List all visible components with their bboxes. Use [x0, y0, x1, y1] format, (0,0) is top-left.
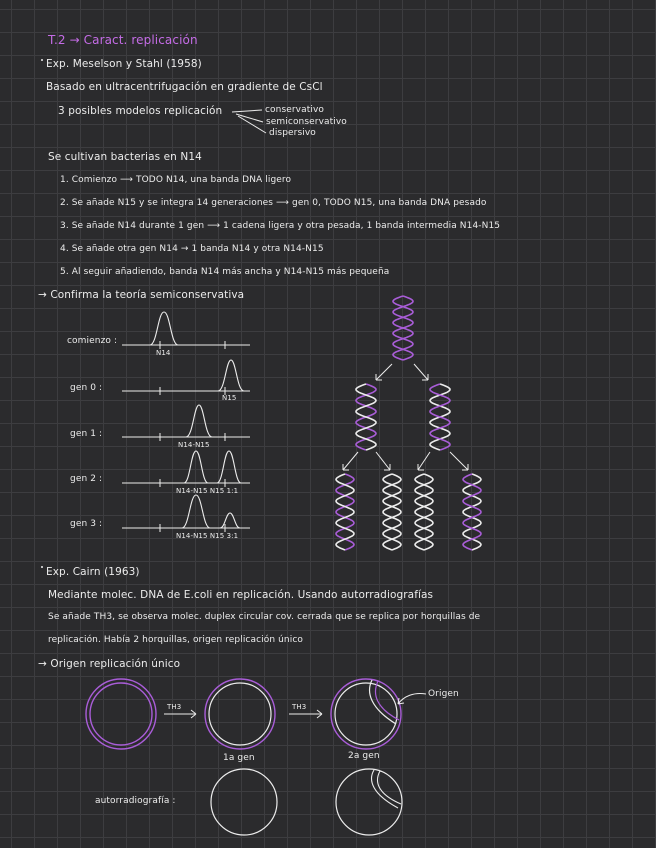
origin-label: Origen	[428, 689, 459, 699]
circle-gen0-inner	[90, 683, 152, 745]
fork-strand-white	[370, 680, 396, 724]
peak-label-gen3: N14-N15 N15 3:1	[176, 532, 239, 540]
tree-arrows	[343, 364, 468, 470]
step-2: 2. Se añade N15 y se integra 14 generaciones ⟶ gen 0, TODO N15, una banda DNA pesado	[60, 198, 487, 208]
circle-gen1-inner	[209, 683, 271, 745]
helix-gen2-2	[383, 474, 401, 550]
peak-gen0	[218, 360, 244, 391]
helix-gen2-1	[336, 474, 354, 550]
basis-text: Basado en ultracentrifugación en gradiente de CsCl	[46, 81, 323, 93]
helix-gen2-2-strand	[383, 474, 401, 550]
step-3: 3. Se añade N14 durante 1 gen ⟶ 1 cadena ligera y otra pesada, 1 banda intermedia N14-N15	[60, 221, 501, 231]
gen-label-2: 2a gen	[348, 751, 380, 761]
arrow-th3-2	[289, 710, 322, 718]
cairn-line-2: Se añade TH3, se observa molec. duplex circular cov. cerrada que se replica por horquillas de	[48, 612, 481, 622]
peak-comienzo	[150, 312, 178, 345]
helix-gen2-4	[463, 474, 481, 550]
meselson-heading: Exp. Meselson y Stahl (1958)	[46, 58, 202, 70]
step-5: 5. Al seguir añadiendo, banda N14 más ancha y N14-N15 más pequeña	[60, 267, 390, 277]
autoradiography-gen2	[336, 769, 402, 835]
models-label: 3 posibles modelos replicación	[58, 105, 223, 117]
model-dispersive: dispersivo	[269, 128, 316, 138]
cairn-arrows	[164, 693, 426, 718]
peak-gen3-a	[182, 495, 210, 528]
peak-gen2-a	[184, 451, 208, 483]
cairn-line-1: Mediante molec. DNA de E.coli en replicación. Usando autorradiografías	[48, 589, 434, 601]
th3-label-2: TH3	[292, 703, 307, 711]
peak-label-comienzo: N14	[156, 349, 171, 357]
arrow-th3-1	[164, 710, 196, 718]
conclusion-semiconservative: → Confirma la teoría semiconservativa	[38, 289, 245, 301]
helix-gen2-3-strand	[415, 474, 433, 550]
peak-label-gen2: N14-N15 N15 1:1	[176, 487, 239, 495]
step-4: 4. Se añade otra gen N14 → 1 banda N14 y otra N14-N15	[60, 244, 324, 254]
row-label-gen1: gen 1 :	[70, 429, 103, 439]
cairn-line-3: replicación. Había 2 horquillas, origen replicación único	[48, 635, 303, 645]
circle-gen1-outer	[205, 679, 275, 749]
th3-label-1: TH3	[167, 703, 182, 711]
row-label-gen2: gen 2 :	[70, 474, 103, 484]
peak-label-gen1: N14-N15	[178, 441, 210, 449]
row-label-comienzo: comienzo :	[67, 336, 118, 346]
peak-gen2-b	[217, 451, 241, 483]
peak-gen3-b	[220, 513, 240, 528]
row-label-gen0: gen 0 :	[70, 383, 103, 393]
autoradiography-label: autorradiografía :	[95, 796, 176, 806]
helix-gen2-1-strand	[336, 474, 354, 550]
circle-gen2-outer	[331, 679, 401, 749]
model-semiconservative: semiconservativo	[266, 117, 347, 127]
autoradiography-gen1	[211, 769, 277, 835]
model-branch-lines	[232, 110, 266, 133]
helix-parent-strand	[393, 296, 413, 360]
circle-gen2-inner	[335, 683, 397, 745]
model-conservative: conservativo	[265, 105, 324, 115]
cairn-circles	[86, 679, 402, 835]
arrow-origin	[398, 693, 426, 704]
dna-helix-tree	[336, 296, 481, 550]
culture-text: Se cultivan bacterias en N14	[48, 151, 202, 163]
peak-gen1	[186, 405, 212, 437]
helix-gen1-left-strand	[356, 384, 376, 450]
circle-gen0-outer	[86, 679, 156, 749]
helix-parent	[393, 296, 413, 360]
bullet-dot	[41, 59, 43, 61]
cairn-heading: Exp. Cairn (1963)	[46, 566, 140, 578]
helix-gen1-left	[356, 384, 376, 450]
bullet-dot	[41, 566, 43, 568]
step-1: 1. Comienzo ⟶ TODO N14, una banda DNA ligero	[60, 175, 292, 185]
peak-label-gen0: N15	[222, 394, 237, 402]
helix-gen1-right	[430, 384, 450, 450]
helix-gen1-right-strand	[430, 384, 450, 450]
band-peaks	[150, 312, 244, 528]
autoradiography-fork-a	[372, 770, 398, 808]
helix-gen2-3	[415, 474, 433, 550]
helix-gen2-4-strand	[463, 474, 481, 550]
gen-label-1: 1a gen	[223, 753, 255, 763]
row-label-gen3: gen 3 :	[70, 519, 103, 529]
conclusion-origin: → Origen replicación único	[38, 658, 181, 670]
page-title: T.2 → Caract. replicación	[48, 33, 198, 47]
